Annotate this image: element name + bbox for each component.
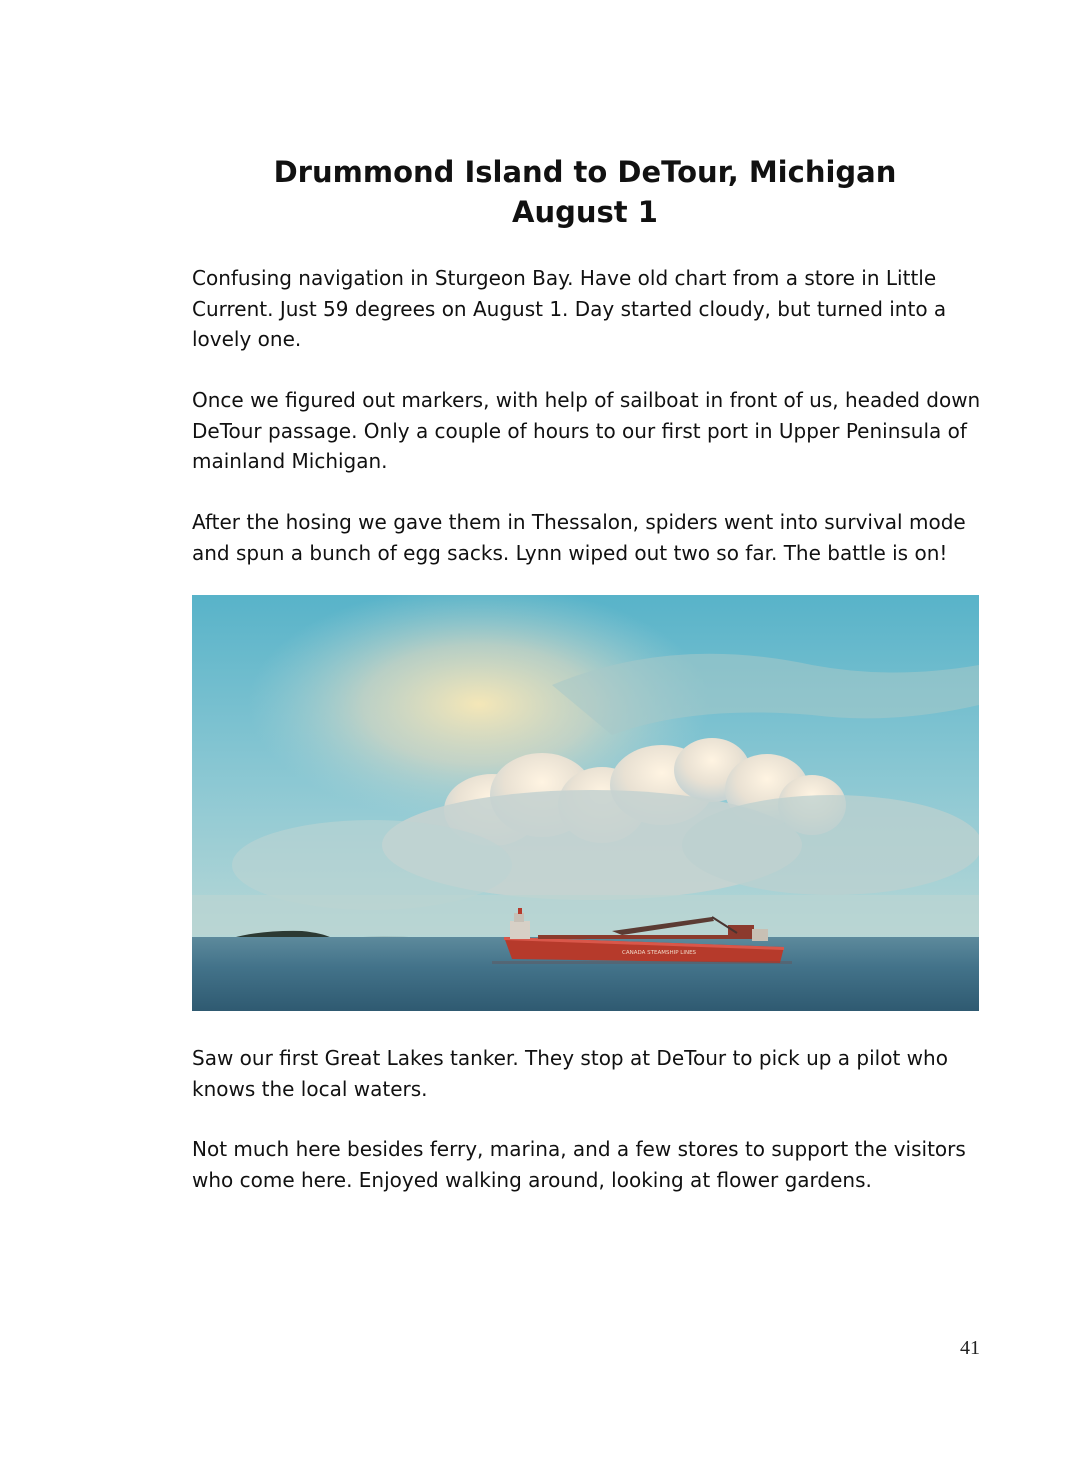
title-line-1: Drummond Island to DeTour, Michigan [273,155,897,189]
paragraph-spiders: After the hosing we gave them in Thessalon, spiders went into survival mode and spun a bunch of egg sacks. Lynn wiped out two so far. The battle is on! [192,510,966,565]
page-number: 41 [960,1337,980,1359]
paragraph-detour-town: Not much here besides ferry, marina, and a few stores to support the visitors who come here. Enjoyed walking around, looking at flower gardens. [192,1137,966,1192]
paragraph-detour-passage: Once we figured out markers, with help of sailboat in front of us, headed down DeTour passage. Only a couple of hours to our first port in Upper Peninsula of mainland Michigan. [192,388,981,473]
title-date: August 1 [512,195,658,229]
paragraph-navigation: Confusing navigation in Sturgeon Bay. Have old chart from a store in Little Current. Just 59 degrees on August 1. Day started cloudy, but turned into a lovely one. [192,266,947,351]
paragraph-tanker: Saw our first Great Lakes tanker. They stop at DeTour to pick up a pilot who knows the local waters. [192,1046,948,1101]
page-title [0,152,1080,232]
tanker-photo [192,595,979,1011]
hull-lettering: CANADA STEAMSHIP LINES [622,950,697,956]
